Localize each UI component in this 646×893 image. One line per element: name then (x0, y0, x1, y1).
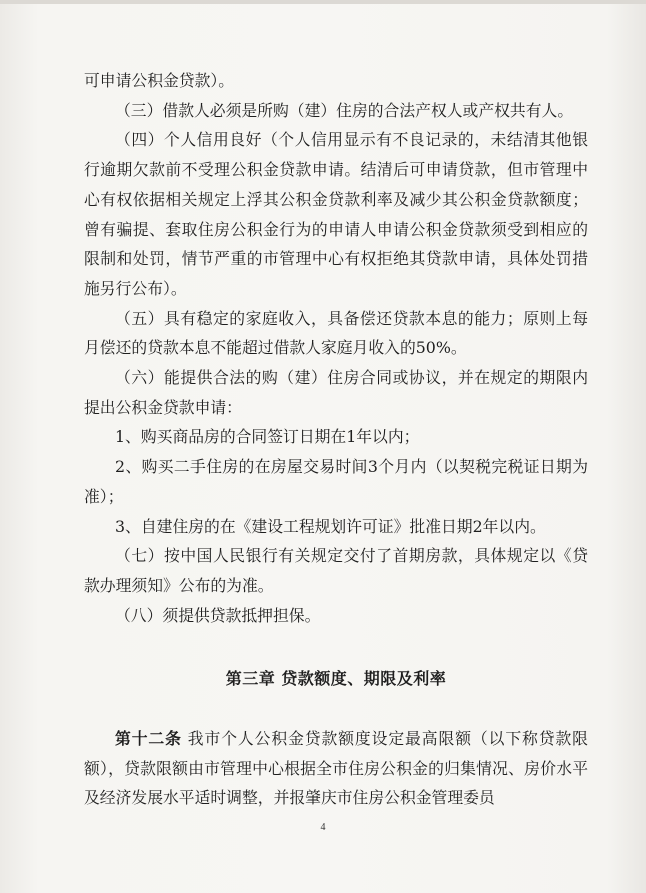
paragraph-item-6: （六）能提供合法的购（建）住房合同或协议，并在规定的期限内提出公积金贷款申请： (84, 368, 588, 417)
article-12 (84, 724, 588, 813)
page-number: 4 (320, 822, 326, 833)
sub-item-2: 2、购买二手住房的在房屋交易时间3个月内（以契税完税证日期为准）； (84, 457, 588, 506)
document-body (84, 66, 588, 813)
article-text: 我市个人公积金贷款额度设定最高限额（以下称贷款限额），贷款限额由市管理中心根据全市住房公积金的归集情况、房价水平及经济发展水平适时调整，并报肇庆市住房公积金管理委员 (84, 729, 588, 808)
paragraph-continuation: 可申请公积金贷款）。 (84, 71, 235, 90)
paragraph-item-5: （五）具有稳定的家庭收入，具备偿还贷款本息的能力；原则上每月偿还的贷款本息不能超过借款人家庭月收入的50%。 (84, 308, 588, 358)
sub-item-1: 1、购买商品房的合同签订日期在1年以内； (115, 427, 420, 447)
page-top-edge (0, 0, 646, 4)
paragraph-item-3: （三）借款人必须是所购（建）住房的合法产权人或产权共有人。 (115, 100, 574, 120)
paragraph-item-7: （七）按中国人民银行有关规定交付了首期房款，具体规定以《贷款办理须知》公布的为准。 (84, 546, 588, 595)
sub-item-3: 3、自建住房的在《建设工程规划许可证》批准日期2年以内。 (115, 516, 546, 536)
article-label: 第十二条 (115, 729, 182, 749)
paragraph-item-8: （八）须提供贷款抵押担保。 (115, 605, 321, 625)
chapter-title: 第三章 贷款额度、期限及利率 (225, 669, 447, 689)
paragraph-item-4: （四）个人信用良好（个人信用显示有不良记录的，未结清其他银行逾期欠款前不受理公积金贷款申请。结清后可申请贷款，但市管理中心有权依据相关规定上浮其公积金贷款利率及减少其公积金贷款额度；曾有骗提、套取住房公积金行为的申请人申请公积金贷款须受到相应的限制和处罚，情节严重的市管理中心有权拒绝其贷款申请，具体处罚措施另行公布）。 (84, 130, 588, 298)
